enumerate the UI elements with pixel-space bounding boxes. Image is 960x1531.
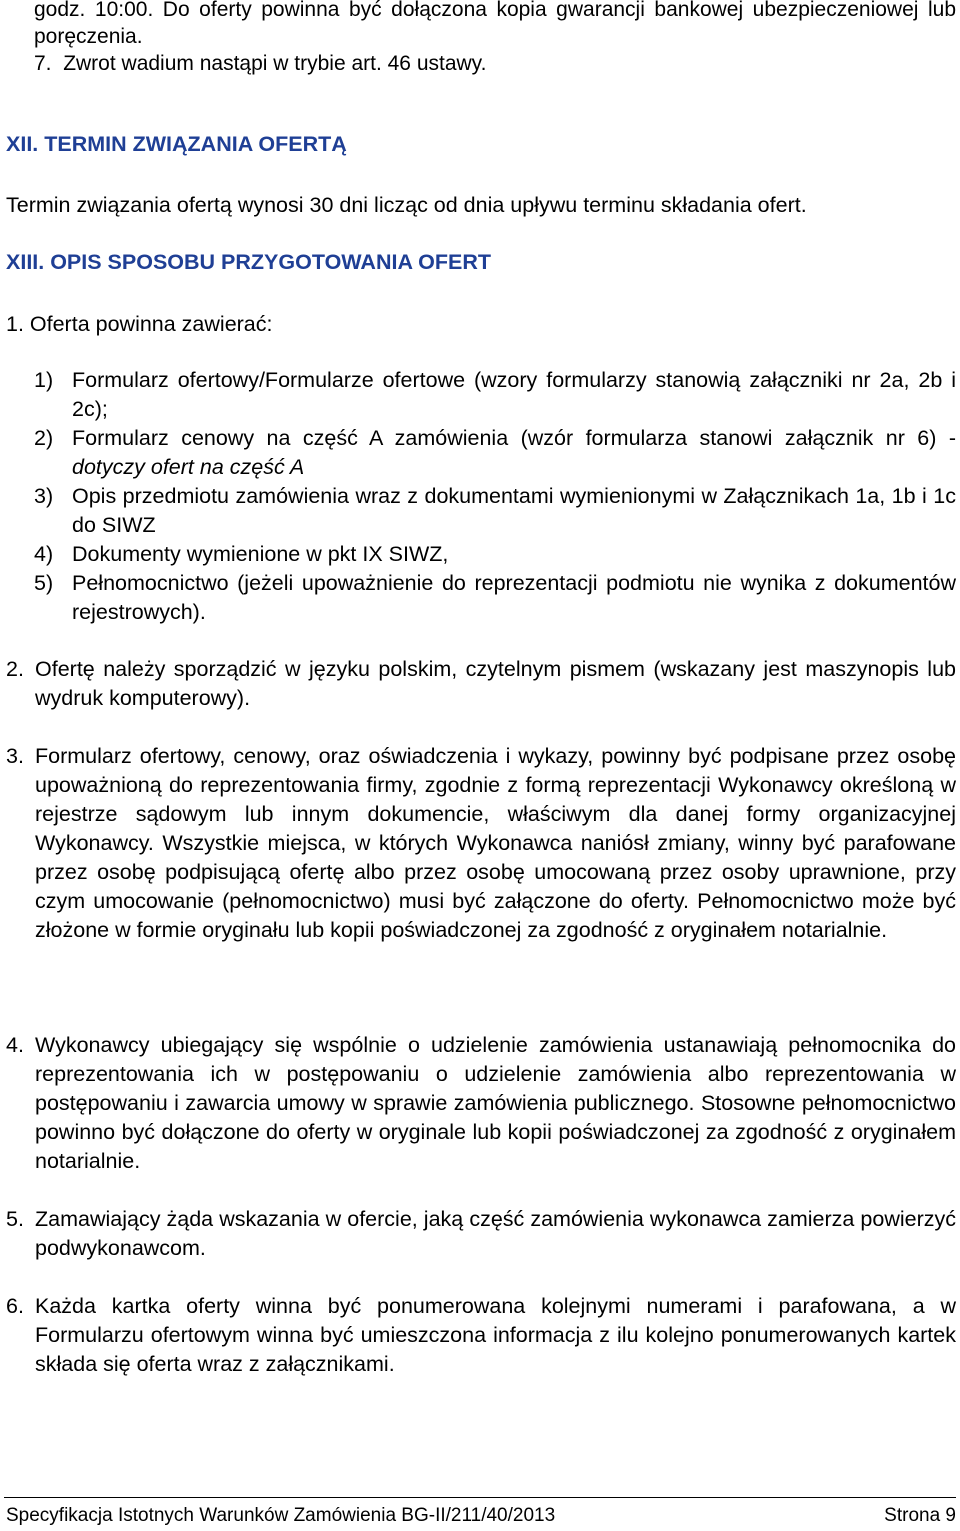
item-7-text: Zwrot wadium nastąpi w trybie art. 46 ustawy. bbox=[63, 52, 487, 75]
numbered-paragraph bbox=[6, 1031, 956, 1176]
list-item-number: 5) bbox=[34, 571, 54, 595]
list-item bbox=[34, 540, 956, 569]
list-item bbox=[34, 424, 956, 482]
paragraph-text: Każda kartka oferty winna być ponumerowana kolejnymi numerami i parafowana, a w Formularzu ofertowym winna być umieszczona informacja z ilu kolejno ponumerowanych kartek składa się oferta wraz z załącznikami. bbox=[35, 1294, 956, 1376]
list-item bbox=[34, 482, 956, 540]
continuation-block bbox=[34, 0, 956, 77]
paragraph-number: 2. bbox=[6, 657, 24, 681]
paragraph-text: Ofertę należy sporządzić w języku polskim, czytelnym pismem (wskazany jest maszynopis lub wydruk komputerowy). bbox=[35, 657, 956, 710]
offer-contents-intro: 1. Oferta powinna zawierać: bbox=[6, 312, 273, 336]
numbered-paragraph bbox=[6, 655, 956, 713]
footer-page-number: Strona 9 bbox=[884, 1505, 956, 1526]
list-item-text: Opis przedmiotu zamówienia wraz z dokumentami wymienionymi w Załącznikach 1a, 1b i 1c do SIWZ bbox=[72, 484, 956, 537]
list-item bbox=[34, 569, 956, 627]
paragraph-number: 4. bbox=[6, 1033, 24, 1057]
offer-contents-list bbox=[34, 366, 956, 627]
paragraph-text: Zamawiający żąda wskazania w ofercie, jaką część zamówienia wykonawca zamierza powierzyć podwykonawcom. bbox=[35, 1207, 956, 1260]
binding-period-text: Termin związania ofertą wynosi 30 dni licząc od dnia upływu terminu składania ofert. bbox=[6, 193, 807, 217]
numbered-paragraph bbox=[6, 1205, 956, 1263]
numbered-paragraph bbox=[6, 742, 956, 945]
list-item-number: 3) bbox=[34, 484, 54, 508]
paragraph-number: 3. bbox=[6, 744, 24, 768]
item-7 bbox=[34, 50, 956, 77]
item-7-number: 7. bbox=[34, 52, 52, 75]
footer-divider bbox=[4, 1497, 956, 1498]
paragraph-number: 6. bbox=[6, 1294, 24, 1318]
continuation-text: godz. 10:00. Do oferty powinna być dołączona kopia gwarancji bankowej ubezpieczeniowej lub poręczenia. bbox=[34, 0, 956, 48]
list-item-number: 4) bbox=[34, 542, 54, 566]
list-item-text: Formularz cenowy na część A zamówienia (wzór formularza stanowi załącznik nr 6) - bbox=[72, 426, 956, 450]
list-item-text: Formularz ofertowy/Formularze ofertowe (wzory formularzy stanowią załączniki nr 2a, 2b i 2c); bbox=[72, 368, 956, 421]
list-item-text: Pełnomocnictwo (jeżeli upoważnienie do reprezentacji podmiotu nie wynika z dokumentów rejestrowych). bbox=[72, 571, 956, 624]
list-item-number: 2) bbox=[34, 426, 54, 450]
list-item bbox=[34, 366, 956, 424]
list-item-italic-note: dotyczy ofert na część A bbox=[72, 455, 305, 479]
paragraph-text: Formularz ofertowy, cenowy, oraz oświadczenia i wykazy, powinny być podpisane przez osobę upoważnioną do reprezentowania firmy, zgodnie z formą reprezentacji Wykonawcy określoną w rejestrze sądowym lub innym dokumencie, właściwym dla danej formy organizacyjnej Wykonawcy. Wszystkie miejsca, w których Wykonawca naniósł zmiany, winny być parafowane przez osobę podpisującą ofertę albo przez osobę umocowaną przez osoby uprawnione, przy czym umocowanie (pełnomocnictwo) musi być załączone do oferty. Pełnomocnictwo może być złożone w formie oryginału lub kopii poświadczonej za zgodność z oryginałem notarialnie. bbox=[35, 744, 956, 942]
section-heading-xii: XII. TERMIN ZWIĄZANIA OFERTĄ bbox=[6, 132, 347, 156]
numbered-paragraph bbox=[6, 1292, 956, 1379]
list-item-text: Dokumenty wymienione w pkt IX SIWZ, bbox=[72, 542, 449, 566]
section-heading-xiii: XIII. OPIS SPOSOBU PRZYGOTOWANIA OFERT bbox=[6, 250, 491, 274]
footer-document-title: Specyfikacja Istotnych Warunków Zamówienia BG-II/211/40/2013 bbox=[6, 1505, 556, 1526]
paragraph-number: 5. bbox=[6, 1207, 24, 1231]
list-item-number: 1) bbox=[34, 368, 54, 392]
paragraph-text: Wykonawcy ubiegający się wspólnie o udzielenie zamówienia ustanawiają pełnomocnika do reprezentowania ich w postępowaniu o udzielenie zamówienia albo reprezentowania w postępowaniu i zawarcia umowy w sprawie zamówienia publicznego. Stosowne pełnomocnictwo powinno być dołączone do oferty w oryginale lub kopii poświadczonej za zgodność z oryginałem notarialnie. bbox=[35, 1033, 956, 1173]
